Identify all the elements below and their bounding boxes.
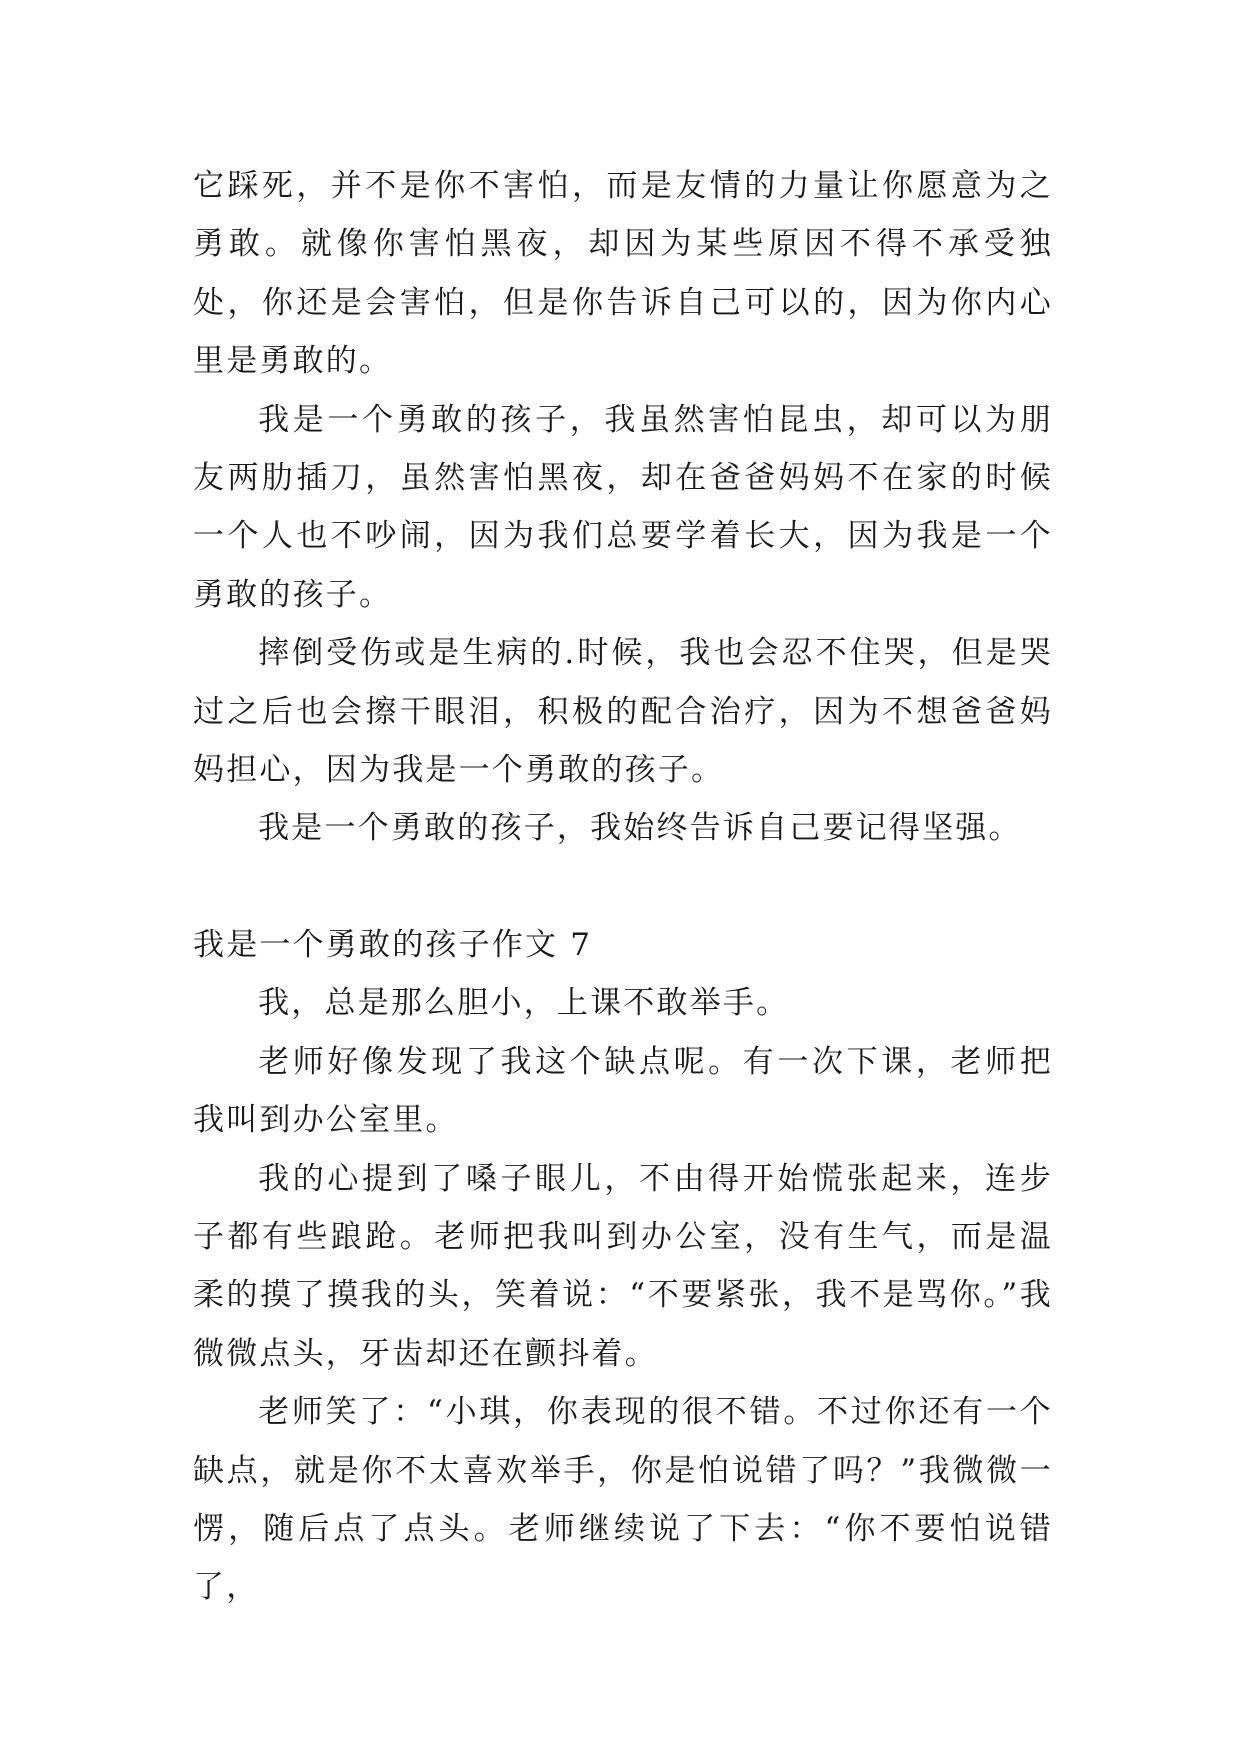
paragraph: 老师好像发现了我这个缺点呢。有一次下课，老师把我叫到办公室里。 xyxy=(193,1043,1053,1139)
paragraph: 我，总是那么胆小，上课不敢举手。 xyxy=(258,985,790,1022)
paragraph: 我是一个勇敢的孩子，我虽然害怕昆虫，却可以为朋友两肋插刀，虽然害怕黑夜，却在爸爸妈妈不在家的时候一个人也不吵闹，因为我们总要学着长大，因为我是一个勇敢的孩子。 xyxy=(193,401,1053,613)
document-body xyxy=(193,157,1053,1617)
paragraph: 我是一个勇敢的孩子，我始终告诉自己要记得坚强。 xyxy=(258,810,1022,847)
paragraph: 老师笑了：“小琪，你表现的很不错。不过你还有一个缺点，就是你不太喜欢举手，你是怕说错了吗？”我微微一愣，随后点了点头。老师继续说了下去：“你不要怕说错了， xyxy=(193,1394,1053,1606)
paragraph: 摔倒受伤或是生病的.时候，我也会忍不住哭，但是哭过之后也会擦干眼泪，积极的配合治疗，因为不想爸爸妈妈担心，因为我是一个勇敢的孩子。 xyxy=(193,635,1053,789)
section-heading: 我是一个勇敢的孩子作文 7 xyxy=(193,926,593,963)
paragraph-continued: 它踩死，并不是你不害怕，而是友情的力量让你愿意为之勇敢。就像你害怕黑夜，却因为某些原因不得不承受独处，你还是会害怕，但是你告诉自己可以的，因为你内心里是勇敢的。 xyxy=(193,168,1053,380)
paragraph: 我的心提到了嗓子眼儿，不由得开始慌张起来，连步子都有些踉跄。老师把我叫到办公室，没有生气，而是温柔的摸了摸我的头，笑着说：“不要紧张，我不是骂你。”我微微点头，牙齿却还在颤抖着。 xyxy=(193,1160,1053,1372)
